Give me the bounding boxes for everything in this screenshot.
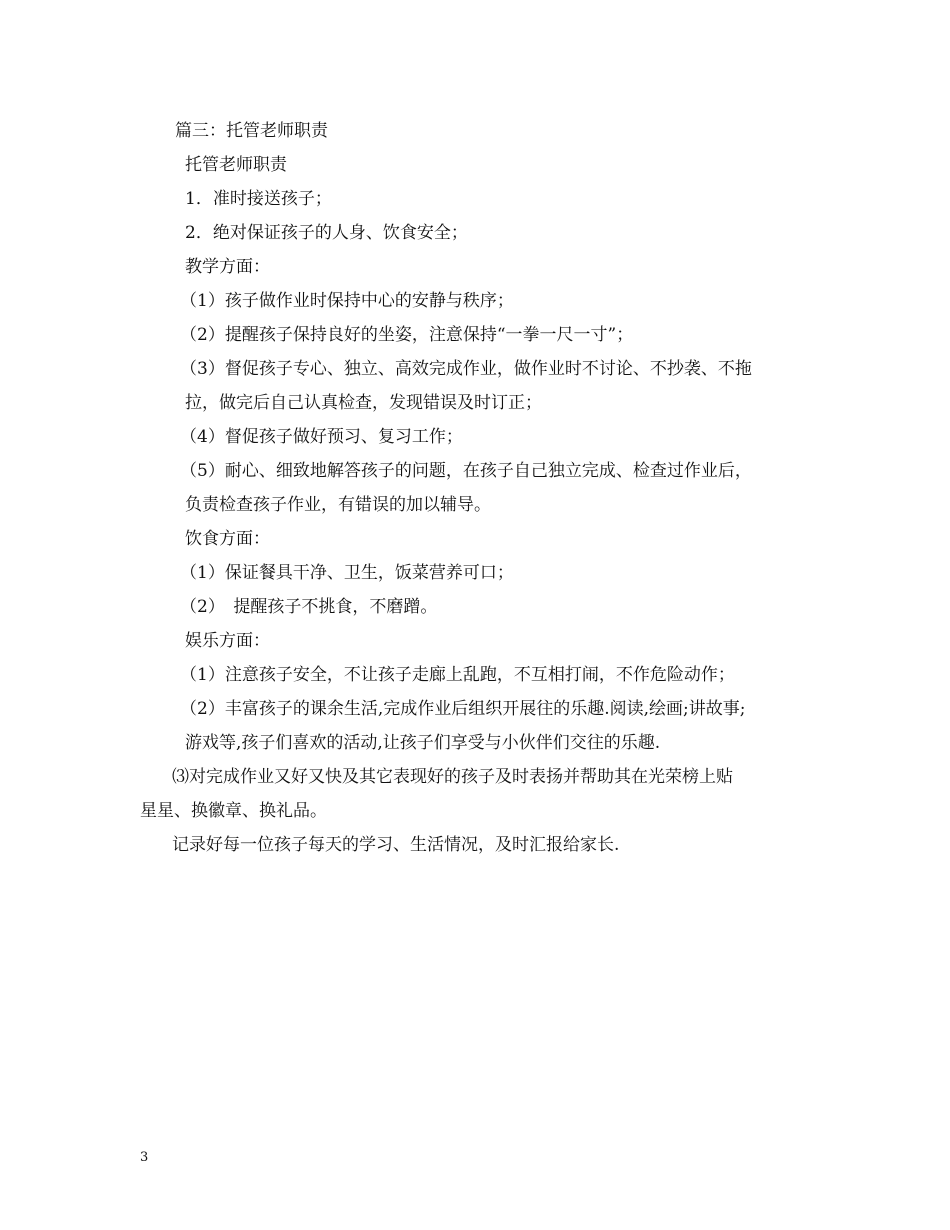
subheading-diet: 饮食方面： (185, 529, 270, 549)
paragraph-line: 2．绝对保证孩子的人身、饮食安全； (185, 223, 468, 243)
paragraph-line: 拉，做完后自己认真检查，发现错误及时订正； (185, 393, 542, 413)
paragraph-line: 负责检查孩子作业，有错误的加以辅导。 (185, 495, 491, 515)
paragraph-line: （2） 提醒孩子不挑食，不磨蹭。 (180, 597, 438, 617)
paragraph-line: （1）保证餐具干净、卫生，饭菜营养可口； (180, 563, 514, 583)
paragraph-line: （4）督促孩子做好预习、复习工作； (180, 427, 463, 447)
paragraph-line: ⑶对完成作业又好又快及其它表现好的孩子及时表扬并帮助其在光荣榜上贴 (172, 767, 733, 787)
paragraph-line: 星星、换徽章、换礼品。 (140, 801, 327, 821)
page-number: 3 (140, 1150, 149, 1165)
paragraph-line: （1）注意孩子安全，不让孩子走廊上乱跑，不互相打闹，不作危险动作； (180, 665, 735, 685)
subheading-entertainment: 娱乐方面： (185, 631, 270, 651)
paragraph-line: 记录好每一位孩子每天的学习、生活情况，及时汇报给家长. (172, 835, 620, 855)
paragraph-line: 1．准时接送孩子； (185, 189, 332, 209)
paragraph-line: （1）孩子做作业时保持中心的安静与秩序； (180, 291, 514, 311)
paragraph-line: （3）督促孩子专心、独立、高效完成作业，做作业时不讨论、不抄袭、不拖 (180, 359, 752, 379)
document-title: 托管老师职责 (185, 155, 287, 175)
paragraph-line: （2）提醒孩子保持良好的坐姿，注意保持“一拳一尺一寸”； (180, 325, 634, 345)
section-heading: 篇三：托管老师职责 (175, 121, 328, 141)
paragraph-line: （2）丰富孩子的课余生活,完成作业后组织开展往的乐趣.阅读,绘画;讲故事; (180, 699, 746, 719)
paragraph-line: 游戏等,孩子们喜欢的活动,让孩子们享受与小伙伴们交往的乐趣. (185, 733, 661, 753)
paragraph-line: （5）耐心、细致地解答孩子的问题，在孩子自己独立完成、检查过作业后， (180, 461, 752, 481)
subheading-teaching: 教学方面： (185, 257, 270, 277)
